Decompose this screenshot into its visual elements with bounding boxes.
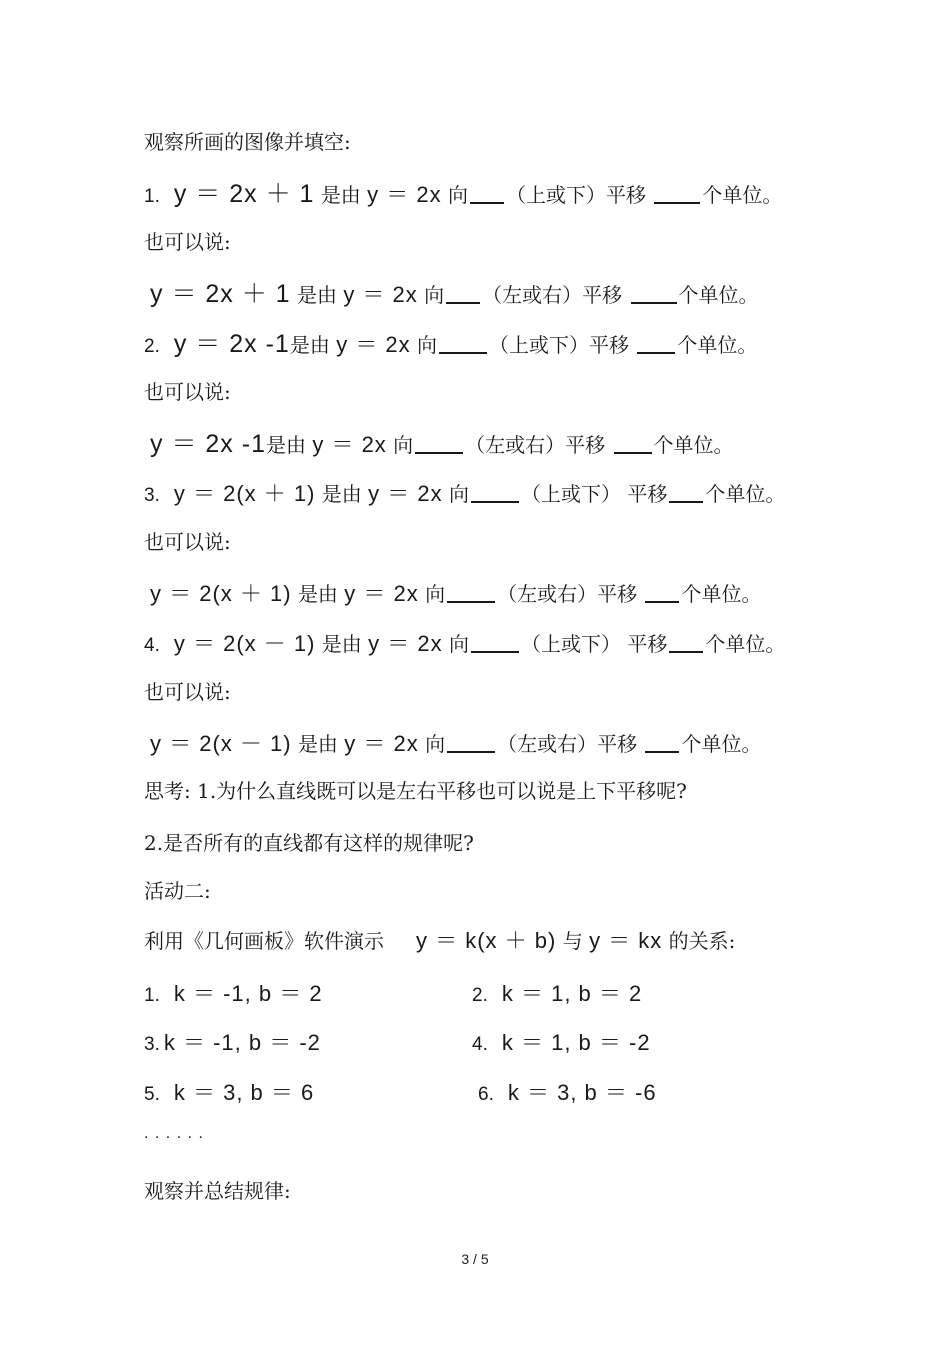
text: 向 <box>448 482 469 506</box>
text: 个单位。 <box>678 283 759 307</box>
item-number: 3. <box>144 485 160 506</box>
param-item: 3. k ＝ -1, b ＝ -2 <box>144 1030 321 1055</box>
param-item: 5. k ＝ 3, b ＝ 6 <box>144 1080 315 1105</box>
page-number: 3 / 5 <box>461 1251 489 1267</box>
text: 平移 <box>597 732 638 756</box>
equation: y ＝ 2(x － 1) <box>173 631 316 656</box>
item-1-leftright <box>150 280 759 309</box>
text: 向 <box>424 283 445 307</box>
answer-blank[interactable] <box>439 352 487 354</box>
item-number: 2. <box>144 336 160 357</box>
equation: y ＝ 2x ＋ 1 <box>173 180 315 208</box>
item-4-leftright <box>150 730 761 758</box>
answer-blank[interactable] <box>471 501 519 503</box>
text: 向 <box>425 582 446 606</box>
answer-blank[interactable] <box>637 352 675 354</box>
text: （上或下） <box>506 183 606 207</box>
equation: y ＝ 2(x ＋ 1) <box>173 481 316 506</box>
text: 个单位。 <box>705 632 786 656</box>
text: 是由 <box>297 732 338 756</box>
answer-blank[interactable] <box>471 651 519 653</box>
demo-line <box>144 927 735 955</box>
text: 是由 <box>321 482 362 506</box>
text: 利用《几何画板》软件演示 <box>144 929 384 953</box>
answer-blank[interactable] <box>446 302 480 304</box>
text: （上或下） <box>520 482 621 506</box>
param-item: 2. k ＝ 1, b ＝ 2 <box>472 981 643 1006</box>
equation: y ＝ 2x ＋ 1 <box>150 280 291 308</box>
equation: y ＝ kx <box>589 928 663 953</box>
text: 个单位。 <box>681 732 762 756</box>
base-equation: y ＝ 2x <box>367 182 442 207</box>
text: 个单位。 <box>653 433 734 457</box>
text: 平移 <box>582 283 623 307</box>
text: （左或右） <box>497 582 598 606</box>
text: 平移 <box>589 333 630 357</box>
item-4-updown <box>144 630 785 660</box>
item-2-leftright <box>150 430 734 459</box>
text: 个单位。 <box>702 183 783 207</box>
text: （左或右） <box>497 732 598 756</box>
param-item: 1. k ＝ -1, b ＝ 2 <box>144 981 323 1006</box>
base-equation: y ＝ 2x <box>344 581 419 606</box>
answer-blank[interactable] <box>669 501 703 503</box>
answer-blank[interactable] <box>447 751 495 753</box>
text: 向 <box>448 632 469 656</box>
param-item: 4. k ＝ 1, b ＝ -2 <box>472 1030 651 1055</box>
text: 是由 <box>289 333 330 357</box>
base-equation: y ＝ 2x <box>368 481 443 506</box>
answer-blank[interactable] <box>654 202 700 204</box>
text: 平移 <box>606 183 646 207</box>
ellipsis: · · · · · · <box>144 1130 204 1146</box>
activity-heading: 活动二: <box>144 879 211 903</box>
text: （左或右） <box>465 433 566 457</box>
text: 平移 <box>565 433 606 457</box>
text: 向 <box>393 433 414 457</box>
text: 是由 <box>297 582 338 606</box>
also-text: 也可以说: <box>144 530 231 554</box>
text: 个单位。 <box>681 582 762 606</box>
item-3-updown <box>144 480 785 510</box>
equation: y ＝ 2x -1 <box>150 430 266 458</box>
text: （上或下） <box>489 333 590 357</box>
equation: y ＝ 2(x ＋ 1) <box>150 581 292 606</box>
item-1-updown <box>144 180 782 211</box>
text: 向 <box>417 333 438 357</box>
text: 个单位。 <box>677 333 758 357</box>
text: 是由 <box>265 433 306 457</box>
text: 的关系: <box>668 929 736 953</box>
also-text: 也可以说: <box>144 680 231 704</box>
answer-blank[interactable] <box>470 202 504 204</box>
item-3-leftright <box>150 580 761 608</box>
base-equation: y ＝ 2x <box>336 332 411 357</box>
text: 是由 <box>320 183 361 207</box>
text: 向 <box>425 732 446 756</box>
text: 个单位。 <box>705 482 786 506</box>
param-item: 6. k ＝ 3, b ＝ -6 <box>478 1080 657 1105</box>
intro-text: 观察所画的图像并填空: <box>144 130 351 154</box>
answer-blank[interactable] <box>631 302 677 304</box>
text: 平移 <box>627 482 668 506</box>
text: 是由 <box>321 632 362 656</box>
text: （上或下） <box>520 632 621 656</box>
also-text: 也可以说: <box>144 380 231 404</box>
text: 向 <box>448 183 468 207</box>
item-number: 4. <box>144 635 160 656</box>
text: （左或右） <box>482 283 583 307</box>
item-2-updown <box>144 330 757 361</box>
equation: y ＝ 2x -1 <box>173 330 290 358</box>
base-equation: y ＝ 2x <box>312 432 387 457</box>
base-equation: y ＝ 2x <box>343 282 418 307</box>
think-question-2: 2.是否所有的直线都有这样的规律呢? <box>144 831 474 855</box>
conclude-text: 观察并总结规律: <box>144 1179 291 1203</box>
text: 平移 <box>627 632 668 656</box>
answer-blank[interactable] <box>669 651 703 653</box>
answer-blank[interactable] <box>614 452 652 454</box>
equation: y ＝ 2(x － 1) <box>150 731 292 756</box>
answer-blank[interactable] <box>645 751 679 753</box>
text: 平移 <box>597 582 638 606</box>
answer-blank[interactable] <box>415 452 463 454</box>
also-text: 也可以说: <box>144 230 231 254</box>
text: 是由 <box>296 283 337 307</box>
answer-blank[interactable] <box>447 601 495 603</box>
answer-blank[interactable] <box>645 601 679 603</box>
text: 与 <box>562 929 583 953</box>
base-equation: y ＝ 2x <box>368 631 443 656</box>
item-number: 1. <box>144 186 160 207</box>
think-question-1: 思考: 1.为什么直线既可以是左右平移也可以说是上下平移呢? <box>144 779 687 803</box>
base-equation: y ＝ 2x <box>344 731 419 756</box>
equation: y ＝ k(x ＋ b) <box>416 928 557 953</box>
